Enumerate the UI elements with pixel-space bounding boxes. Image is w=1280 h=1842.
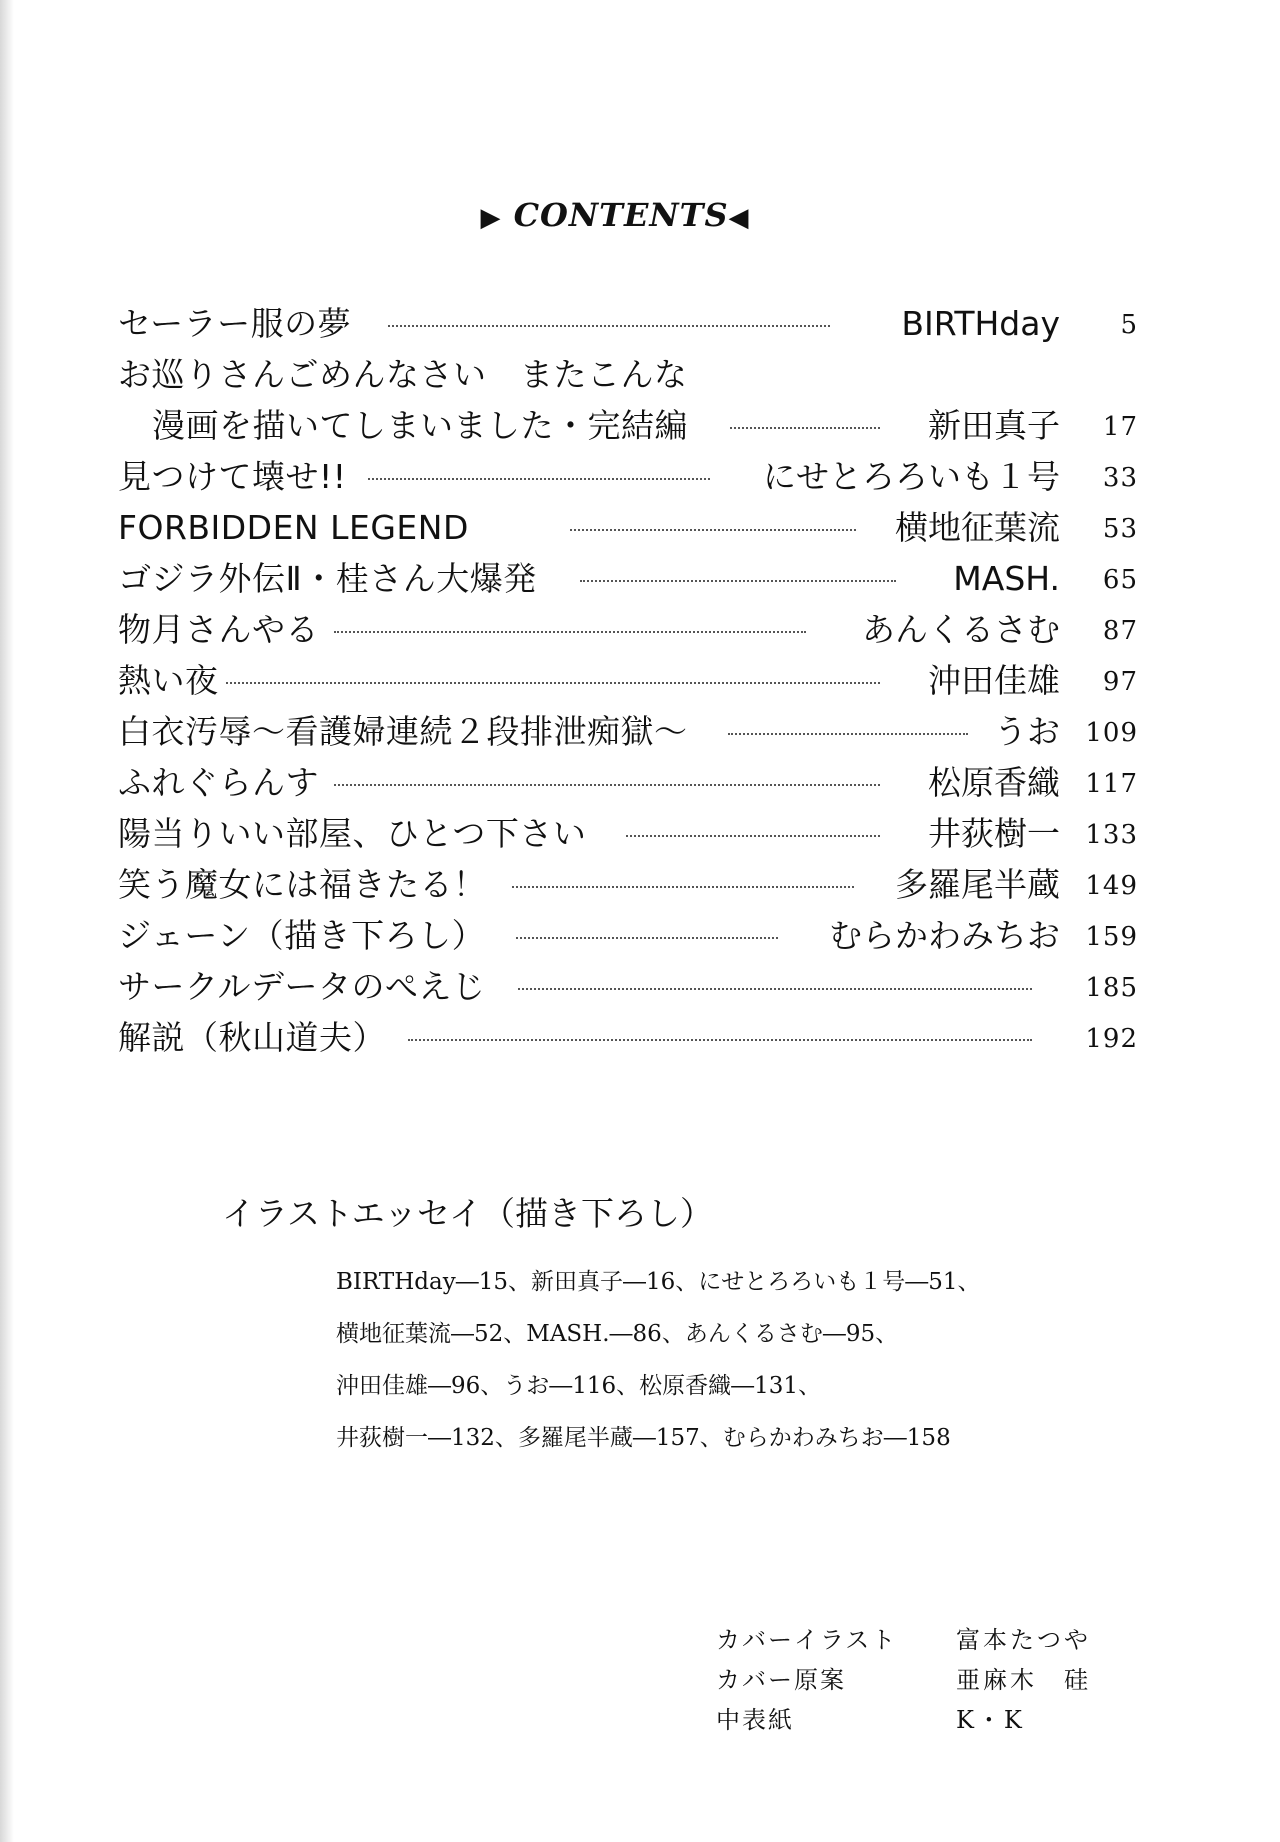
credit-row xyxy=(716,1660,1196,1700)
toc-entry-title: ジェーン（描き下ろし） xyxy=(118,916,486,955)
toc-entry-leader-dots xyxy=(368,478,710,480)
toc-entry xyxy=(118,910,1138,961)
toc-entry xyxy=(118,451,1138,502)
toc-entry xyxy=(118,502,1138,553)
toc-entry-title: FORBIDDEN LEGEND xyxy=(118,508,469,547)
toc-entry-title: サークルデータのぺえじ xyxy=(118,967,486,1006)
right-triangle-icon: ▶ xyxy=(480,203,502,233)
toc-entry xyxy=(118,961,1138,1012)
toc-entry xyxy=(118,1012,1138,1063)
essay-line: 沖田佳雄―96、うお―116、松原香織―131、 xyxy=(336,1373,822,1399)
toc-entry-page xyxy=(1068,349,1138,400)
toc-entry-leader-dots xyxy=(388,325,830,327)
toc-entry xyxy=(118,400,1138,451)
toc-entry-leader-dots xyxy=(570,529,856,531)
toc-entry-author: BIRTHday xyxy=(901,304,1060,343)
page-edge-shadow xyxy=(0,0,14,1842)
toc-entry-leader-dots xyxy=(580,580,896,582)
contents-title-text: CONTENTS xyxy=(513,196,729,234)
toc-entry-leader-dots xyxy=(334,631,806,633)
toc-entry-leader-dots xyxy=(512,886,854,888)
toc-entry xyxy=(118,604,1138,655)
toc-entry-page: 133 xyxy=(1085,820,1138,850)
toc-entry-page: 65 xyxy=(1102,565,1138,595)
toc-entry-author: 多羅尾半蔵 xyxy=(895,865,1060,904)
table-of-contents xyxy=(118,298,1138,1063)
credit-name: 亜麻木 硅 xyxy=(956,1666,1091,1694)
toc-entry-leader-dots xyxy=(516,937,778,939)
left-triangle-icon: ◀ xyxy=(728,203,750,233)
toc-entry xyxy=(118,655,1138,706)
toc-entry-page: 159 xyxy=(1085,922,1138,952)
toc-entry-leader-dots xyxy=(518,988,1032,990)
toc-entry-title: 白衣汚辱～看護婦連続２段排泄痴獄～ xyxy=(118,712,688,751)
contents-title xyxy=(0,196,1230,234)
toc-entry-author: あんくるさむ xyxy=(862,610,1060,649)
toc-entry-page: 109 xyxy=(1085,718,1138,748)
illustration-essay-title: イラストエッセイ（描き下ろし） xyxy=(222,1194,714,1233)
toc-entry-title: 物月さんやる xyxy=(118,610,319,649)
toc-entry-title: 漫画を描いてしまいました・完結編 xyxy=(152,406,688,445)
credits xyxy=(716,1620,1196,1740)
toc-entry xyxy=(118,808,1138,859)
toc-entry-title: ゴジラ外伝Ⅱ・桂さん大爆発 xyxy=(118,559,537,598)
toc-entry-title: 陽当りいい部屋、ひとつ下さい xyxy=(118,814,587,853)
toc-entry-author: 松原香織 xyxy=(928,763,1060,802)
toc-entry-title: セーラー服の夢 xyxy=(118,304,352,343)
illustration-essay-list xyxy=(336,1256,1236,1464)
credit-name: 富本たつや xyxy=(956,1626,1091,1654)
toc-entry-author: MASH. xyxy=(953,559,1060,598)
essay-line: 井荻樹一―132、多羅尾半蔵―157、むらかわみちお―158 xyxy=(336,1425,951,1451)
toc-entry xyxy=(118,757,1138,808)
toc-entry-page: 5 xyxy=(1120,310,1138,340)
toc-entry-leader-dots xyxy=(728,733,968,735)
toc-entry-leader-dots xyxy=(226,682,880,684)
toc-entry-page: 117 xyxy=(1085,769,1138,799)
toc-entry-page: 87 xyxy=(1102,616,1138,646)
credit-row xyxy=(716,1700,1196,1740)
credit-role: カバー原案 xyxy=(716,1666,846,1694)
toc-entry-title: 熱い夜 xyxy=(118,661,219,700)
toc-entry-title: 笑う魔女には福きたる！ xyxy=(118,865,487,904)
toc-entry-author: むらかわみちお xyxy=(829,916,1060,955)
toc-entry-author: 新田真子 xyxy=(928,406,1060,445)
toc-entry-page: 33 xyxy=(1102,463,1138,493)
credit-role: カバーイラスト xyxy=(716,1626,898,1654)
toc-entry-author: 井荻樹一 xyxy=(928,814,1060,853)
toc-entry xyxy=(118,706,1138,757)
toc-entry-leader-dots xyxy=(730,427,880,429)
toc-entry xyxy=(118,859,1138,910)
toc-entry-page: 192 xyxy=(1085,1024,1138,1054)
toc-entry-page: 17 xyxy=(1102,412,1138,442)
toc-entry-author: 横地征葉流 xyxy=(895,508,1060,547)
credit-role: 中表紙 xyxy=(716,1706,794,1734)
toc-entry-page: 97 xyxy=(1102,667,1138,697)
toc-entry xyxy=(118,298,1138,349)
toc-entry-title: ふれぐらんす xyxy=(118,763,319,802)
toc-entry-page: 185 xyxy=(1085,973,1138,1003)
toc-entry-page: 149 xyxy=(1085,871,1138,901)
toc-entry-author: うお xyxy=(994,712,1060,751)
toc-entry-author: にせとろろいも１号 xyxy=(763,457,1060,496)
credit-name: K・K xyxy=(956,1706,1025,1734)
toc-entry-title: 解説（秋山道夫） xyxy=(118,1018,386,1057)
toc-entry-page: 53 xyxy=(1102,514,1138,544)
toc-entry xyxy=(118,553,1138,604)
credit-row xyxy=(716,1620,1196,1660)
essay-line: BIRTHday―15、新田真子―16、にせとろろいも１号―51、 xyxy=(336,1269,981,1295)
toc-entry-title: 見つけて壊せ!! xyxy=(118,457,347,496)
toc-entry-title: お巡りさんごめんなさい またこんな xyxy=(118,355,688,394)
toc-entry xyxy=(118,349,1138,400)
toc-entry-leader-dots xyxy=(626,835,880,837)
toc-entry-leader-dots xyxy=(408,1039,1032,1041)
essay-line: 横地征葉流―52、MASH.―86、あんくるさむ―95、 xyxy=(336,1321,899,1347)
toc-entry-leader-dots xyxy=(334,784,880,786)
toc-entry-author: 沖田佳雄 xyxy=(928,661,1060,700)
